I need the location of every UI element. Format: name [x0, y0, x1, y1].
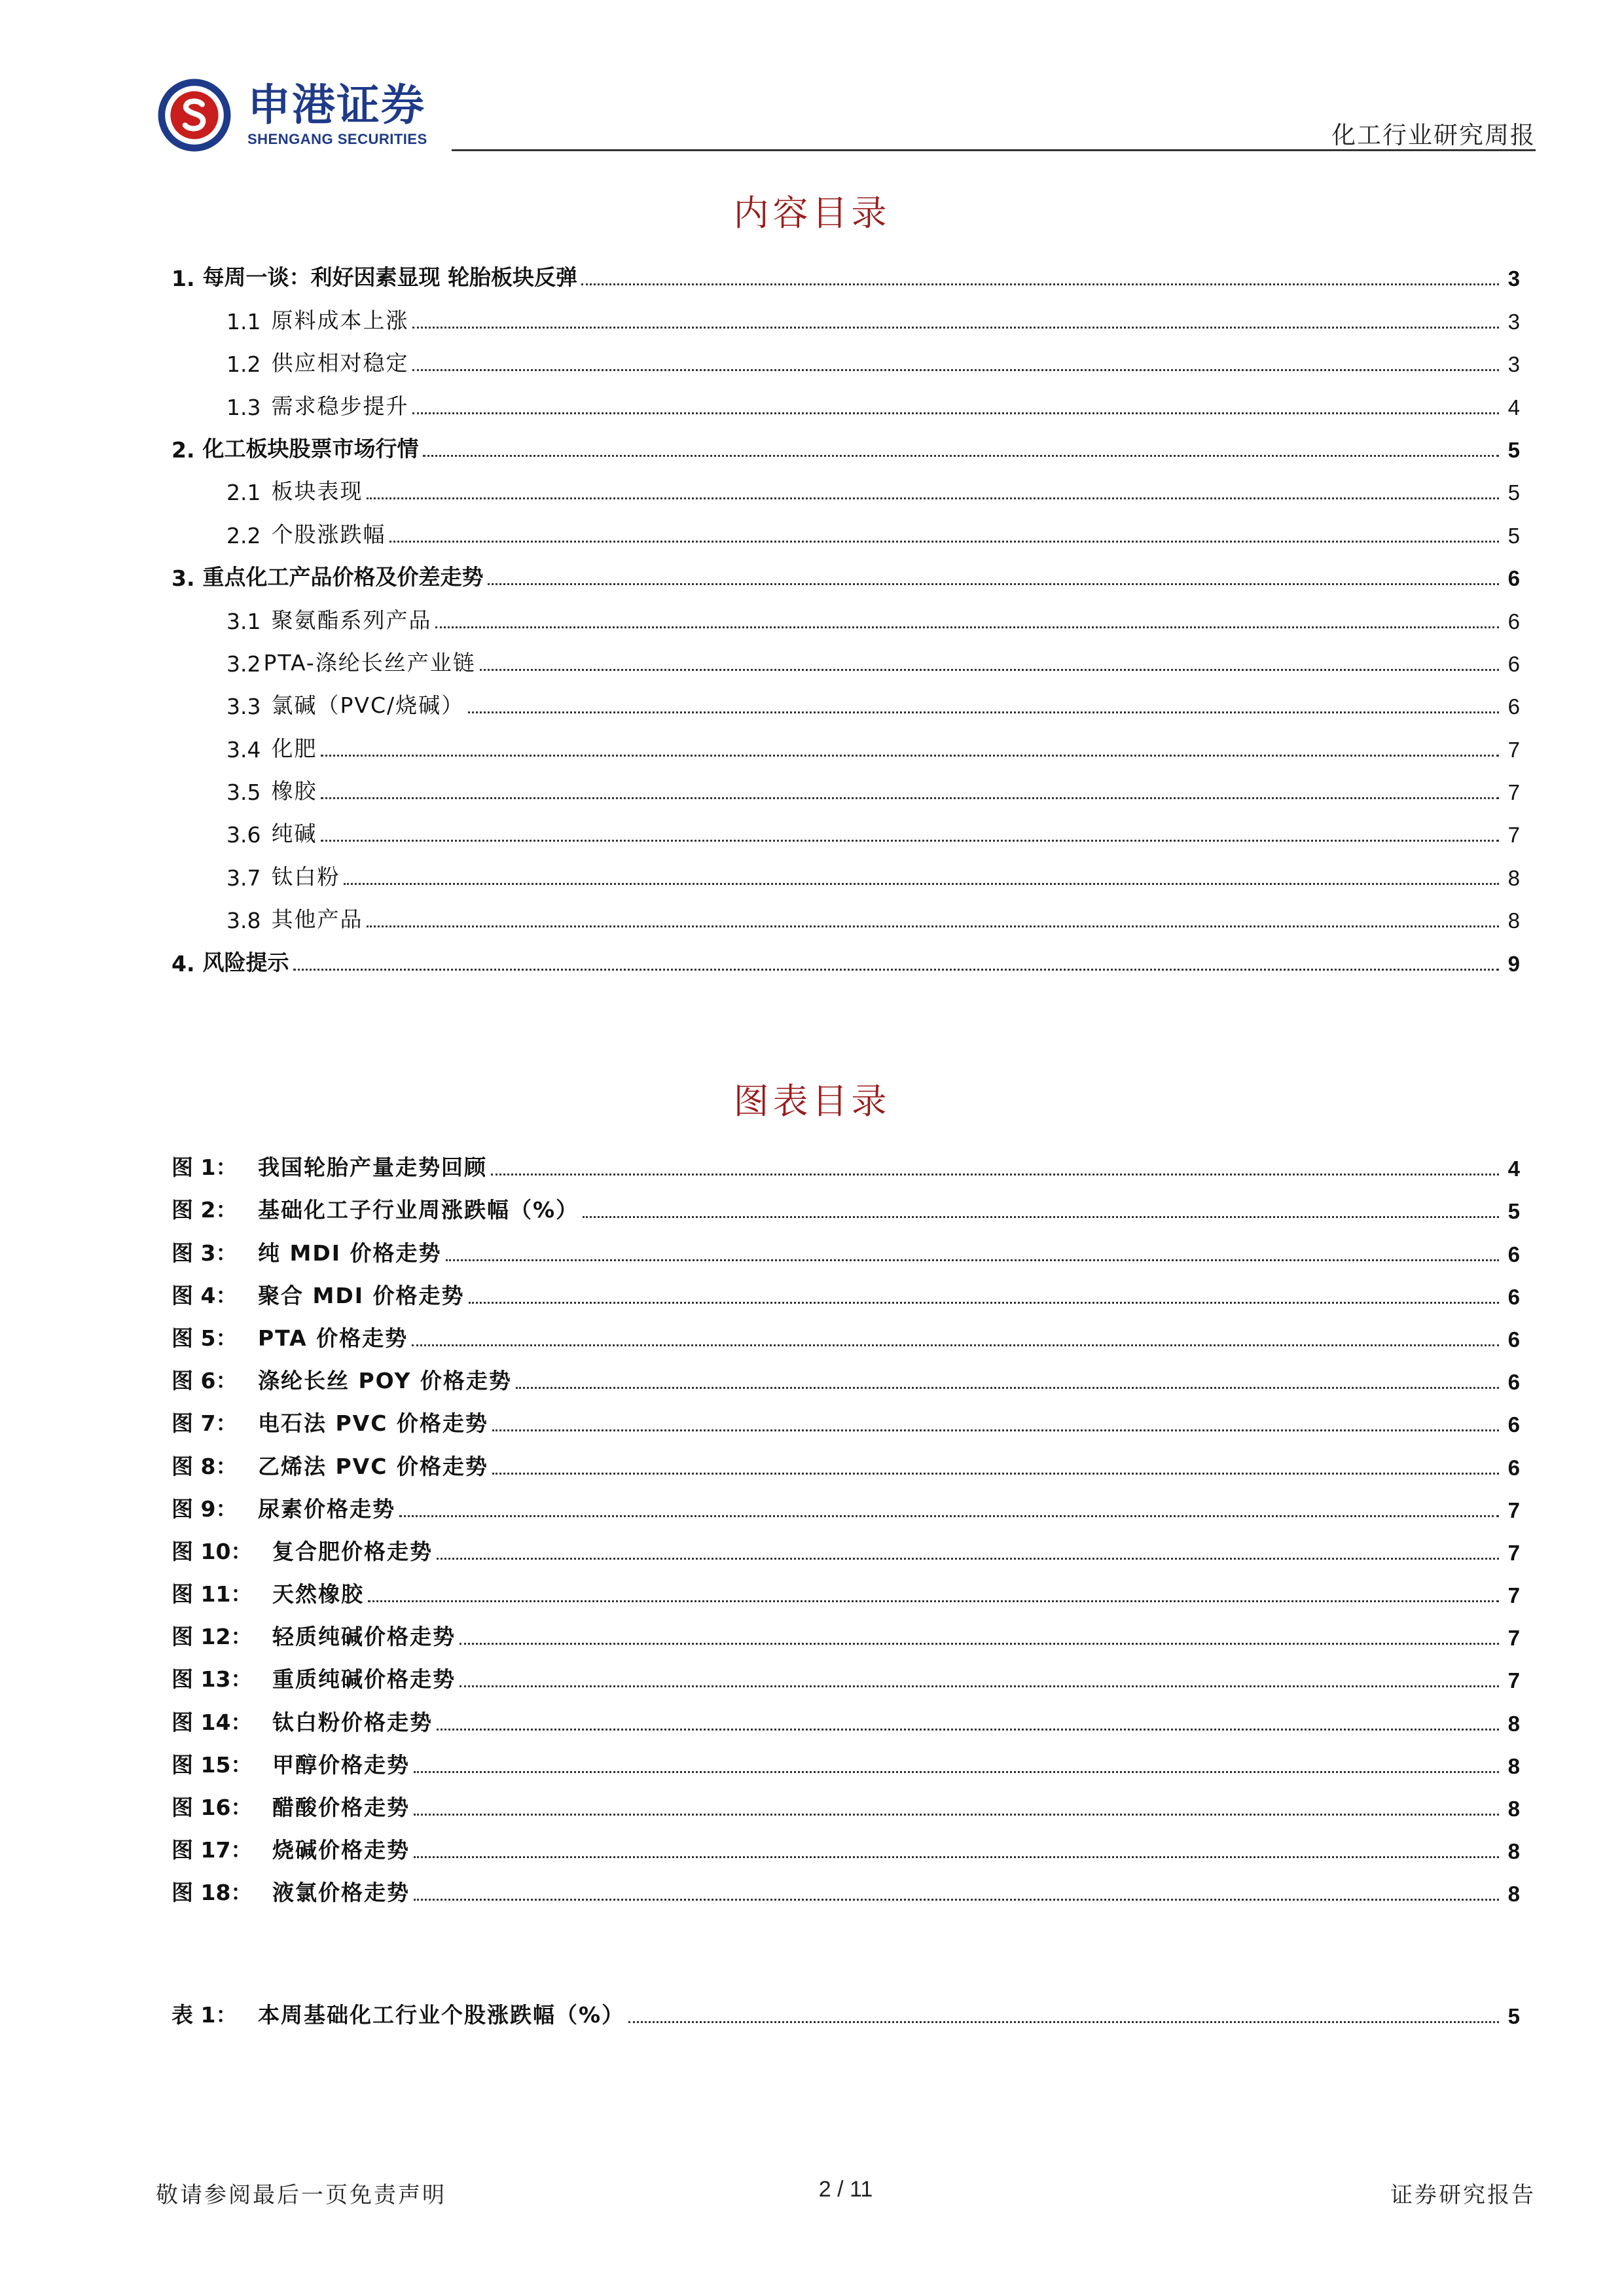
toc-entry[interactable]: 2.1 板块表现 5: [226, 478, 1520, 506]
toc-entry[interactable]: 3. 重点化工产品价格及价差走势 6: [171, 564, 1520, 592]
leader-dots: [414, 1899, 1499, 1901]
leader-dots: [367, 925, 1499, 927]
leader-dots: [468, 711, 1499, 713]
leader-dots: [412, 327, 1499, 329]
leader-dots: [321, 755, 1499, 757]
leader-dots: [435, 626, 1499, 628]
page-header: [0, 0, 1624, 170]
toc-entry[interactable]: 3.3 氯碱（PVC/烧碱） 6: [226, 692, 1520, 720]
toc-entry[interactable]: 1.3 需求稳步提升 4: [226, 393, 1520, 420]
leader-dots: [368, 1600, 1499, 1602]
leader-dots: [367, 497, 1499, 499]
leader-dots: [492, 1429, 1499, 1431]
toc-entry[interactable]: 3.8 其他产品 8: [226, 906, 1520, 934]
figure-entry[interactable]: 图 14： 钛白粉价格走势 8: [171, 1709, 1520, 1736]
leader-dots: [423, 455, 1500, 457]
leader-dots: [412, 1344, 1499, 1346]
leader-dots: [488, 583, 1500, 585]
figure-entry[interactable]: 图 7： 电石法 PVC 价格走势 6: [171, 1410, 1520, 1437]
figure-entry[interactable]: 图 17： 烧碱价格走势 8: [171, 1837, 1520, 1864]
header-divider: [452, 149, 1536, 151]
leader-dots: [399, 1515, 1499, 1517]
toc-list: [171, 249, 1520, 977]
toc-entry[interactable]: 1. 每周一谈：利好因素显现 轮胎板块反弹 3: [171, 264, 1520, 292]
leader-dots: [344, 883, 1499, 885]
figure-entry[interactable]: 图 5： PTA 价格走势 6: [171, 1325, 1520, 1352]
leader-dots: [437, 1558, 1499, 1560]
leader-dots: [321, 797, 1499, 799]
toc-entry[interactable]: 1.2 供应相对稳定 3: [226, 350, 1520, 378]
leader-dots: [293, 969, 1500, 971]
toc-entry[interactable]: 3.2 PTA-涤纶长丝产业链 6: [226, 649, 1520, 677]
leader-dots: [628, 2021, 1499, 2023]
toc-entry[interactable]: 3.1 聚氨酯系列产品 6: [226, 607, 1520, 634]
toc-entry[interactable]: 2. 化工板块股票市场行情 5: [171, 435, 1520, 463]
leader-dots: [414, 1771, 1499, 1773]
leader-dots: [460, 1685, 1499, 1687]
figure-entry[interactable]: 图 12： 轻质纯碱价格走势 7: [171, 1624, 1520, 1651]
leader-dots: [460, 1643, 1499, 1645]
brand-name-cn: 申港证券: [247, 80, 425, 130]
page-footer: [156, 2177, 1536, 2210]
leader-dots: [583, 1216, 1499, 1218]
leader-dots: [321, 840, 1499, 842]
figure-entry[interactable]: 图 13： 重质纯碱价格走势 7: [171, 1666, 1520, 1693]
leader-dots: [412, 369, 1499, 371]
toc-entry[interactable]: 3.7 钛白粉 8: [226, 863, 1520, 891]
leader-dots: [491, 1174, 1499, 1175]
leader-dots: [414, 1814, 1499, 1816]
leader-dots: [516, 1387, 1499, 1389]
page-indicator: 2 / 11: [818, 2177, 873, 2202]
figure-entry[interactable]: 图 10： 复合肥价格走势 7: [171, 1538, 1520, 1565]
figure-entry[interactable]: 图 4： 聚合 MDI 价格走势 6: [171, 1282, 1520, 1309]
table-entry[interactable]: 表 1： 本周基础化工行业个股涨跌幅（%） 5: [171, 2002, 1520, 2029]
figure-entry[interactable]: 图 2： 基础化工子行业周涨跌幅（%） 5: [171, 1197, 1520, 1224]
toc-entry[interactable]: 4. 风险提示 9: [171, 949, 1520, 977]
leader-dots: [469, 1302, 1500, 1304]
figure-entry[interactable]: 图 16： 醋酸价格走势 8: [171, 1795, 1520, 1821]
shengang-logo-icon: [156, 77, 233, 154]
figure-entry[interactable]: 图 11： 天然橡胶 7: [171, 1581, 1520, 1608]
leader-dots: [581, 283, 1499, 285]
table-list: [171, 1986, 1520, 2029]
toc-entry[interactable]: 1.1 原料成本上涨 3: [226, 307, 1520, 334]
toc-entry[interactable]: 3.6 纯碱 7: [226, 821, 1520, 848]
report-type: 化工行业研究周报: [1331, 121, 1536, 149]
leader-dots: [446, 1259, 1500, 1261]
leader-dots: [480, 669, 1499, 671]
toc-entry[interactable]: 3.5 橡胶 7: [226, 778, 1520, 806]
company-logo: [156, 77, 427, 154]
figure-entry[interactable]: 图 18： 液氯价格走势 8: [171, 1880, 1520, 1907]
toc-entry[interactable]: 2.2 个股涨跌幅 5: [226, 521, 1520, 548]
figure-entry[interactable]: 图 15： 甲醇价格走势 8: [171, 1751, 1520, 1778]
figure-entry[interactable]: 图 1： 我国轮胎产量走势回顾 4: [171, 1155, 1520, 1181]
figures-title: 图表目录: [733, 1081, 891, 1122]
figure-entry[interactable]: 图 8： 乙烯法 PVC 价格走势 6: [171, 1453, 1520, 1480]
toc-entry[interactable]: 3.4 化肥 7: [226, 735, 1520, 762]
leader-dots: [389, 541, 1499, 543]
leader-dots: [414, 1856, 1499, 1858]
disclaimer-note: 敬请参阅最后一页免责声明: [156, 2182, 446, 2208]
figure-list: [171, 1139, 1520, 1907]
figure-entry[interactable]: 图 3： 纯 MDI 价格走势 6: [171, 1240, 1520, 1266]
leader-dots: [492, 1473, 1499, 1475]
toc-title: 内容目录: [733, 192, 891, 234]
brand-name-en: SHENGANG SECURITIES: [247, 131, 427, 147]
report-kind: 证券研究报告: [1390, 2182, 1536, 2208]
figure-entry[interactable]: 图 6： 涤纶长丝 POY 价格走势 6: [171, 1368, 1520, 1395]
figure-entry[interactable]: 图 9： 尿素价格走势 7: [171, 1496, 1520, 1522]
leader-dots: [412, 412, 1499, 414]
leader-dots: [437, 1729, 1499, 1731]
